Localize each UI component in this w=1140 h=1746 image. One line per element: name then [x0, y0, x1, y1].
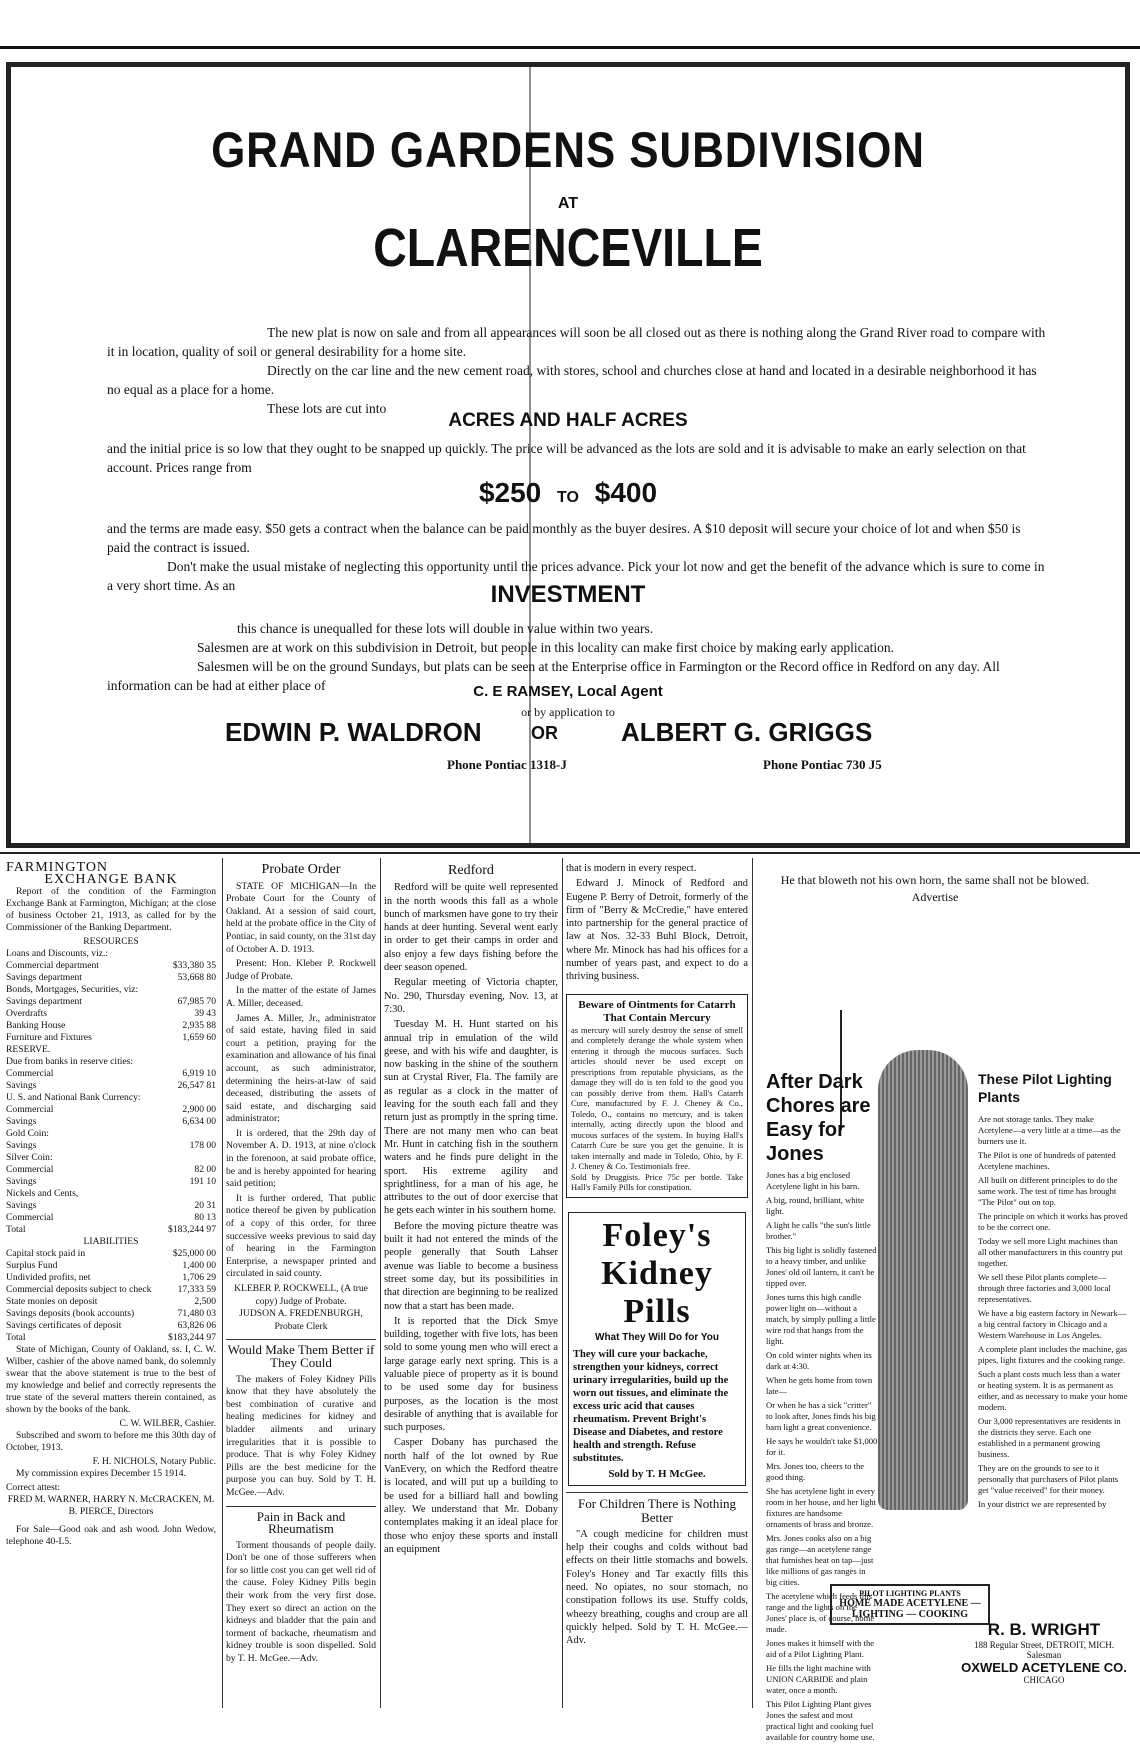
bank-row-label: Capital stock paid in — [6, 1248, 86, 1259]
pilot-r1: Are not storage tanks. They make Acetylene—a very little at a time—as the burners use it. — [978, 1114, 1121, 1146]
ad-or: OR — [531, 723, 558, 743]
pilot-l7: When he gets home from town late— — [766, 1375, 873, 1396]
bank-table-row — [6, 1260, 216, 1272]
foley-word-2: Kidney — [601, 1254, 713, 1292]
ad-name-1: EDWIN P. WALDRON — [225, 717, 482, 747]
redford-body-5: It is reported that the Dick Smye building, together with five lots, has been sold to some young men who will erect a large garage early next spring. This is a valuable piece of property as it is bound to be used some day for business purposes, as the location is the most desirable of anything that is available for such purposes. — [384, 1315, 558, 1434]
bank-table-row — [6, 1032, 216, 1044]
pilot-l1: Jones has a big enclosed Acetylene light in his barn. — [766, 1170, 860, 1191]
column-four — [566, 862, 748, 1702]
redford-body-2: Regular meeting of Victoria chapter, No. 290, Thursday evening, Nov. 13, at 7:30. — [384, 977, 558, 1015]
bank-row-label: Commercial — [6, 1104, 54, 1115]
ad-bottom-rule — [0, 852, 1140, 854]
pilot-r5: Today we sell more Light machines than all other manufacturers in this country put together. — [978, 1236, 1123, 1268]
bank-table-row — [6, 1116, 216, 1128]
advertise-motto: He that bloweth not his own horn, the same shall not be blowed. Advertise — [780, 873, 1090, 904]
bank-table-row — [6, 1140, 216, 1152]
bank-table-row — [6, 1092, 216, 1104]
pilot-right-title: These Pilot Lighting Plants — [978, 1071, 1112, 1105]
bank-table-row — [6, 960, 216, 972]
jones-figure-illustration — [878, 1050, 968, 1510]
bank-row-amount: $183,244 97 — [168, 1224, 216, 1235]
pilot-r2: The Pilot is one of hundreds of patented Acetylene machines. — [978, 1150, 1116, 1171]
ad-price-range — [11, 477, 1125, 509]
pilot-l10: Mrs. Jones too, cheers to the good thing. — [766, 1461, 865, 1482]
bank-table-row — [6, 1272, 216, 1284]
ad-p5: and the terms are made easy. $50 gets a contract when the balance can be paid monthly as the buyer desires. A $10 deposit will secure your choice of lot and when $50 is paid the contract is issued. — [107, 521, 1021, 555]
ad-at: AT — [557, 195, 579, 212]
ad-application: or by application to — [521, 705, 615, 719]
bank-row-amount: 6,634 00 — [182, 1116, 216, 1127]
bank-row-amount: 178 00 — [189, 1140, 216, 1151]
bank-directors: FRED M. WARNER, HARRY N. McCRACKEN, M. B. PIERCE, Directors — [7, 1494, 215, 1517]
bank-row-label: Commercial — [6, 1164, 54, 1175]
ad-p6: Don't make the usual mistake of neglecting this opportunity until the prices advance. Pick your lot now and get the benefit of the advance which is sure to come in a very short time. As an — [107, 559, 1045, 593]
ointment-sold: Sold by Druggists. Price 75c per bottle. Take Hall's Family Pills for constipation. — [571, 1171, 743, 1193]
probate-body-5: It is ordered, that the 29th day of November A. D. 1913, at nine o'clock in the forenoon, at said probate office, be and is hereby appointed for hearing said petition; — [226, 1127, 376, 1190]
pilot-l9: He says he wouldn't take $1,000 for it. — [766, 1436, 878, 1457]
would-make-heading: Would Make Them Better if They Could — [226, 1339, 376, 1369]
ointment-notice — [566, 994, 748, 1198]
foley-pills-ad — [568, 1212, 746, 1487]
bank-table-row — [6, 972, 216, 984]
bank-row-amount: $33,380 35 — [172, 960, 216, 971]
bank-row-label: Gold Coin: — [6, 1128, 49, 1139]
price-high: $400 — [594, 477, 658, 508]
bank-statement — [6, 862, 216, 1702]
ad-p7: this chance is unequalled for these lots will double in value within two years. — [237, 621, 654, 636]
ad-agent: C. E RAMSEY, Local Agent — [473, 683, 663, 700]
column-rule — [562, 858, 563, 1708]
bank-table-row — [6, 948, 216, 960]
bank-row-label: Loans and Discounts, viz.: — [6, 948, 109, 959]
children-heading: For Children There is Nothing Better — [566, 1492, 748, 1524]
bank-row-label: Total — [6, 1332, 26, 1343]
foley-subtitle: What They Will Do for You — [595, 1331, 719, 1343]
ad-title: GRAND GARDENS SUBDIVISION — [211, 122, 925, 178]
pilot-l11: She has acetylene light in every room in her house, and her light fixtures are handsome ornaments of brass and bronze. — [766, 1486, 877, 1529]
probate-signature-2: JUDSON A. FREDENBURGH, Probate Clerk — [239, 1308, 363, 1332]
bank-table-row — [6, 1068, 216, 1080]
ad-phone-2: Phone Pontiac 730 J5 — [763, 757, 882, 772]
bank-row-label: Savings deposits (book accounts) — [6, 1308, 135, 1319]
bank-row-amount: 2,935 88 — [182, 1020, 216, 1031]
top-rule — [0, 46, 1140, 49]
pilot-r11: They are on the grounds to see to it personally that purchasers of Pilot plants get "value received" for their money. — [978, 1463, 1119, 1495]
bank-row-label: Overdrafts — [6, 1008, 48, 1019]
bank-row-amount: 1,706 29 — [182, 1272, 216, 1283]
foley-word-3: Pills — [623, 1292, 691, 1330]
bank-row-amount: 17,333 59 — [177, 1284, 216, 1295]
bank-row-label: Commercial deposits subject to check — [6, 1284, 152, 1295]
wright-name: R. B. WRIGHT — [987, 1620, 1101, 1639]
pain-back-body: Torment thousands of people daily. Don't be one of those sufferers when for so little cost you can get well rid of the cause. Foley Kidney Pills begin their work from the very first dose. They exert so direct an action on the kidneys and bladder that the pain and torment of backache, rheumatism and kidney trouble is soon dispelled. Sold by T. H. McGee.—Adv. — [226, 1539, 376, 1665]
probate-body-1: STATE OF MICHIGAN—In the Probate Court for the County of Oakland. At a session of said court, held at the probate office in the City of Pontiac, in said county, on the 31st day of October A. D. 1913. — [226, 880, 376, 955]
pilot-l12: Mrs. Jones cooks also on a big gas range—an acetylene range that furnishes heat on tap—just like millions of gas ranges in big cities. — [766, 1533, 874, 1587]
bank-table-row — [6, 1080, 216, 1092]
bank-row-amount: 20 31 — [194, 1200, 216, 1211]
pilot-l8: Or when he has a sick "critter" to look after, Jones finds his big barn light a great convenience. — [766, 1400, 876, 1432]
probate-title: Probate Order — [261, 862, 341, 877]
bank-cashier: C. W. WILBER, Cashier. — [119, 1418, 216, 1429]
pilot-lighting-ad — [760, 1010, 1136, 1742]
pilot-r3: All built on different principles to do the same work. The test of time has brought "The Pilot" out on top. — [978, 1175, 1118, 1207]
bank-liabilities-heading: LIABILITIES — [83, 1236, 139, 1247]
column-rule — [222, 858, 223, 1708]
pilot-left-text — [766, 1170, 878, 1746]
column-rule — [752, 858, 753, 1708]
redford-body-3: Tuesday M. H. Hunt started on his annual trip in emulation of the wild geese, and with his wife and daughter, is now basking in the shine of the southern sun at Crystal River, Fla. The family are as regular as a clock in the matter of leaving for the south each fall and they return just as promptly in the spring time. There are not many men who can beat Mr. Hunt in catching fish in the southern waters and he finds pure delight in the sport. His extreme agility and sprightliness, for a man of his age, he attributes to the out of door exercise that he gets each winter in his southern home. — [384, 1019, 558, 1217]
bank-row-label: Undivided profits, net — [6, 1272, 91, 1283]
probate-body-6: It is further ordered, That public notice thereof be given by publication of a copy of this order, for three successive weeks previous to said day of hearing in the Farmington Enterprise, a newspaper printed and circulated in said county. — [226, 1192, 376, 1280]
bank-row-amount: 26,547 81 — [177, 1080, 216, 1091]
wright-dealer-block — [956, 1620, 1132, 1685]
pilot-r4: The principle on which it works has proved to be the correct one. — [978, 1211, 1128, 1232]
ad-p1: The new plat is now on sale and from all appearances will soon be all closed out as there is nothing along the Grand River road to compare with it in location, quality of soil or general desirability for a home site. — [107, 325, 1046, 359]
wright-address: 188 Regular Street, DETROIT, MICH. — [973, 1640, 1115, 1650]
bank-row-label: Surplus Fund — [6, 1260, 58, 1271]
pilot-r12: In your district we are represented by — [978, 1499, 1107, 1509]
bank-table-row — [6, 996, 216, 1008]
bank-row-amount: 1,659 60 — [182, 1032, 216, 1043]
bank-row-label: Savings — [6, 1116, 37, 1127]
bank-table-row — [6, 1212, 216, 1224]
bank-row-label: Commercial — [6, 1212, 54, 1223]
minock-body: Edward J. Minock of Redford and Eugene P. Berry of Detroit, formerly of the firm of "Berry & McCredie," have entered into partnership for the general practice of law at Nos. 32-33 Buhl Block, Detroit, where Mr. Minock has had his offices for a number of years past, and expect to do a thriving business. — [566, 878, 748, 983]
bank-table-row — [6, 1248, 216, 1260]
pilot-l5: Jones turns this high candle power light on—without a match, by simply pulling a little wire rod that hangs from the light. — [766, 1292, 876, 1346]
pilot-r10: Our 3,000 representatives are residents in the districts they serve. Each one established in a permanent growing business. — [978, 1416, 1121, 1459]
redford-body-6: Casper Dobany has purchased the north half of the lot owned by Rue VanEvery, on which the Redford theatre is located, and will put up a building to be used for a billiard hall and bowling alley. We understand that Mr. Dobany contemplates making it an ideal place for those who enjoy these sports and install an equipment — [384, 1437, 558, 1555]
ad-phone-1: Phone Pontiac 1318-J — [447, 757, 567, 772]
ad-investment: INVESTMENT — [490, 581, 646, 608]
pilot-l15: He fills the light machine with UNION CARBIDE and plain water, once a month. — [766, 1663, 871, 1695]
bank-row-label: Savings department — [6, 972, 82, 983]
bank-row-amount: 1,400 00 — [182, 1260, 216, 1271]
would-make-body: The makers of Foley Kidney Pills know that they have absolutely the best combination of curative and healing medicines for kidney and bladder ailments and urinary irregularities that it is possible to produce. That is why Foley Kidney Pills are the best medicine for the purpose you can buy. Sold by T. H. McGee.—Adv. — [226, 1373, 376, 1498]
bank-table-row — [6, 1332, 216, 1344]
bank-row-label: Commercial — [6, 1068, 54, 1079]
bank-row-label: Savings certificates of deposit — [6, 1320, 122, 1331]
ointment-title: Beware of Ointments for Catarrh That Contain Mercury — [578, 998, 736, 1024]
bank-table-row — [6, 984, 216, 996]
for-sale-notice: For Sale—Good oak and ash wood. John Wedow, telephone 40-L5. — [6, 1524, 216, 1547]
redford-title: Redford — [448, 863, 494, 878]
children-body: "A cough medicine for children must help their coughs and colds without bad effects on their little stomachs and bowels. Foley's Honey and Tar exactly fills this need. No opiates, no sour stomach, no constipation follows its use. Stuffy colds, wheezy breathing, coughs and croup are all quickly helped. Sold by T. H. McGee.—Adv. — [566, 1528, 748, 1647]
bank-liabilities-table — [6, 1248, 216, 1344]
bank-row-amount: $183,244 97 — [168, 1332, 216, 1343]
probate-body-4: James A. Miller, Jr., administrator of said estate, having filed in said court a petition, praying for the examination and allowance of his final account, as such administrator, determining the heirs-at-law of said deceased, distributing the assets of said estate, and discharging said administrator; — [226, 1012, 376, 1125]
ad-p3: These lots are cut into — [267, 401, 387, 416]
bank-row-amount: 2,900 00 — [182, 1104, 216, 1115]
pain-back-heading: Pain in Back and Rheumatism — [226, 1506, 376, 1536]
bank-row-label: Due from banks in reserve cities: — [6, 1056, 134, 1067]
bank-table-row — [6, 1164, 216, 1176]
pilot-l13: The acetylene which feeds this range and the lights on the Jones' place is, of course, home made. — [766, 1591, 875, 1634]
bank-title-1: FARMINGTON — [6, 862, 109, 875]
bank-table-row — [6, 1176, 216, 1188]
bank-row-label: Savings — [6, 1140, 37, 1151]
pilot-plants-label: PILOT LIGHTING PLANTS — [859, 1589, 961, 1598]
home-made-acetylene-badge — [830, 1584, 990, 1625]
bank-row-label: Nickels and Cents, — [6, 1188, 79, 1199]
redford-body-1: Redford will be quite well represented in the north woods this fall as a whole bunch of marksmen have gone to try their hands at deer hunting. Several went early in order to get their camps in order and also enjoy a few days fishing before the deer season opened. — [384, 882, 558, 974]
bank-row-amount: 63,826 06 — [177, 1320, 216, 1331]
ad-name-2: ALBERT G. GRIGGS — [621, 717, 873, 747]
bank-table-row — [6, 1188, 216, 1200]
ad-p2: Directly on the car line and the new cement road, with stores, school and churches close at hand and located in a desirable neighborhood it has no equal as a place for a home. — [107, 363, 1037, 397]
bank-row-label: U. S. and National Bank Currency: — [6, 1092, 141, 1103]
ad-paragraph-1 — [107, 323, 1047, 418]
pilot-r8: A complete plant includes the machine, gas pipes, light fixtures and the cooking range. — [978, 1344, 1128, 1365]
probate-body-3: In the matter of the estate of James A. Miller, deceased. — [226, 985, 376, 1009]
bank-table-row — [6, 1200, 216, 1212]
bank-table-row — [6, 1308, 216, 1320]
bank-row-label: Savings — [6, 1200, 37, 1211]
pilot-l16: This Pilot Lighting Plant gives Jones the safest and most practical light and cooking fuel available for country home use. — [766, 1699, 875, 1742]
bank-oath: State of Michigan, County of Oakland, ss. I, C. W. Wilber, cashier of the above named bank, do solemnly swear that the above statement is true to the best of my knowledge and belief and correctly represents the true state of the several matters therein contained, as shown by the books of the bank. — [6, 1344, 216, 1415]
pilot-right-text — [978, 1114, 1128, 1513]
bank-row-label: Savings department — [6, 996, 82, 1007]
bank-row-label: RESERVE. — [6, 1044, 51, 1055]
bank-expires: My commission expires December 15 1914. — [16, 1468, 186, 1479]
home-made-label: HOME MADE ACETYLENE — LIGHTING — COOKING — [839, 1598, 981, 1620]
bank-row-label: Furniture and Fixtures — [6, 1032, 92, 1043]
pilot-r9: Such a plant costs much less than a water or heating system. It is as permanent as either, and as necessary to make your home modern. — [978, 1369, 1128, 1412]
bank-row-label: Savings — [6, 1080, 37, 1091]
pilot-l3: A light he calls "the sun's little brother." — [766, 1220, 871, 1241]
bank-table-row — [6, 1104, 216, 1116]
bank-table-row — [6, 1044, 216, 1056]
col4-top: that is modern in every respect. — [566, 863, 697, 874]
ad-paragraph-2 — [107, 439, 1047, 477]
pilot-l6: On cold winter nights when its dark at 4:30. — [766, 1350, 872, 1371]
bank-attest: Correct attest: — [6, 1482, 61, 1493]
pilot-l4: This big light is solidly fastened to a heavy timber, and unlike Jones' old oil lantern, it can't be tipped over. — [766, 1245, 877, 1288]
bank-resources-heading: RESOURCES — [83, 936, 139, 947]
bank-row-amount: 39 43 — [194, 1008, 216, 1019]
foley-body: They will cure your backache, strengthen your kidneys, correct urinary irregularities, build up the worn out tissues, and eliminate the excess uric acid that causes rheumatism. Prevent Bright's Disease and Diabetes, and restore health and strength. Refuse substitutes. — [573, 1348, 729, 1464]
bank-row-amount: 191 10 — [189, 1176, 216, 1187]
bank-row-amount: $25,000 00 — [172, 1248, 216, 1259]
bank-table-row — [6, 1224, 216, 1236]
ad-p9: Salesmen will be on the ground Sundays, but plats can be seen at the Enterprise office in Farmington or the Record office in Redford on any day. All information can be had at either place of — [107, 659, 1000, 693]
column-rule — [380, 858, 381, 1708]
bank-table-row — [6, 1296, 216, 1308]
bank-row-amount: 6,919 10 — [182, 1068, 216, 1079]
bank-row-amount: 80 13 — [194, 1212, 216, 1223]
bank-table-row — [6, 1128, 216, 1140]
oxweld-name: OXWELD ACETYLENE CO. — [961, 1660, 1127, 1675]
price-low: $250 — [478, 477, 542, 508]
ad-p4: and the initial price is so low that they ought to be snapped up quickly. The price will be advanced as the lots are sold and it is advisable to make an early selection on that account. Prices range from — [107, 441, 1026, 475]
bank-row-label: Silver Coin: — [6, 1152, 53, 1163]
bank-row-amount: 67,985 70 — [177, 996, 216, 1007]
oxweld-city: CHICAGO — [1023, 1675, 1065, 1685]
bank-table-row — [6, 1008, 216, 1020]
bank-row-label: Savings — [6, 1176, 37, 1187]
bank-table-row — [6, 1320, 216, 1332]
ad-place: CLARENCEVILLE — [373, 218, 763, 278]
ad-p8: Salesmen are at work on this subdivision in Detroit, but people in this locality can make first choice by making early application. — [197, 640, 894, 655]
bank-row-amount: 82 00 — [194, 1164, 216, 1175]
bank-row-label: Total — [6, 1224, 26, 1235]
wright-salesman: Salesman — [1026, 1650, 1062, 1660]
bank-table-row — [6, 1152, 216, 1164]
bank-table-row — [6, 1284, 216, 1296]
probate-column — [226, 862, 376, 1702]
probate-body-2: Present: Hon. Kleber P. Rockwell Judge of Probate. — [226, 958, 376, 982]
price-to: TO — [557, 489, 579, 506]
ad-acres: ACRES AND HALF ACRES — [448, 410, 688, 431]
bank-row-label: Commercial department — [6, 960, 99, 971]
bank-row-amount: 53,668 80 — [177, 972, 216, 983]
ointment-body: as mercury will surely destroy the sense of smell and completely derange the whole system when entering it through the mucous surfaces. Such articles should never be used except on prescriptions from reputable physicians, as the damage they will do is ten fold to the good you can possibly derive from them. Hall's Catarrh Cure, manufactured by F. J. Cheney & Co., Toledo, O., contains no mercury, and is taken internally, acting directly upon the blood and mucous surfaces of the system. In buying Hall's Catarrh Cure be sure you get the genuine. It is taken internally and made in Toledo, Ohio, by F. J. Cheney & Co. Testimonials free. — [571, 1024, 743, 1172]
bank-title-2: EXCHANGE BANK — [44, 872, 178, 887]
bank-row-amount: 71,480 03 — [177, 1308, 216, 1319]
bank-table-row — [6, 1056, 216, 1068]
bank-table-row — [6, 1020, 216, 1032]
pilot-l2: A big, round, brilliant, white light. — [766, 1195, 865, 1216]
foley-sold: Sold by T. H McGee. — [608, 1467, 706, 1480]
foley-word-1: Foley's — [602, 1216, 712, 1254]
bank-subscribed: Subscribed and sworn to before me this 30th day of October, 1913. — [6, 1430, 216, 1453]
bank-notary: F. H. NICHOLS, Notary Public. — [92, 1456, 216, 1467]
probate-signature-1: KLEBER P. ROCKWELL, (A true copy) Judge of Probate. — [234, 1283, 368, 1307]
redford-column — [384, 862, 558, 1702]
bank-intro: Report of the condition of the Farmington Exchange Bank at Farmington, Michigan; at the close of business October 21, 1913, as called for by the Commissioner of the Banking Department. — [6, 886, 216, 933]
grand-gardens-ad — [6, 62, 1130, 848]
bank-row-label: State monies on deposit — [6, 1296, 98, 1307]
bank-row-label: Banking House — [6, 1020, 66, 1031]
pilot-ad-title: After Dark Chores are Easy for Jones — [766, 1071, 871, 1165]
pilot-l14: Jones makes it himself with the aid of a Pilot Lighting Plant. — [766, 1638, 875, 1659]
bank-resources-table — [6, 948, 216, 1236]
pilot-r7: We have a big eastern factory in Newark—a big central factory in Chicago and a Western Warehouse in Los Angeles. — [978, 1308, 1127, 1340]
pilot-r6: We sell these Pilot plants complete—through three factories and 3,000 local representatives. — [978, 1272, 1111, 1304]
bank-row-label: Bonds, Mortgages, Securities, viz: — [6, 984, 139, 995]
bank-row-amount: 2,500 — [194, 1296, 216, 1307]
redford-body-4: Before the moving picture theatre was built it had not entered the minds of the people generally that South Lahser avenue was liable to become a business street some day, but its possibilities in that direction are beginning to be realized now that a start has been made. — [384, 1220, 558, 1312]
